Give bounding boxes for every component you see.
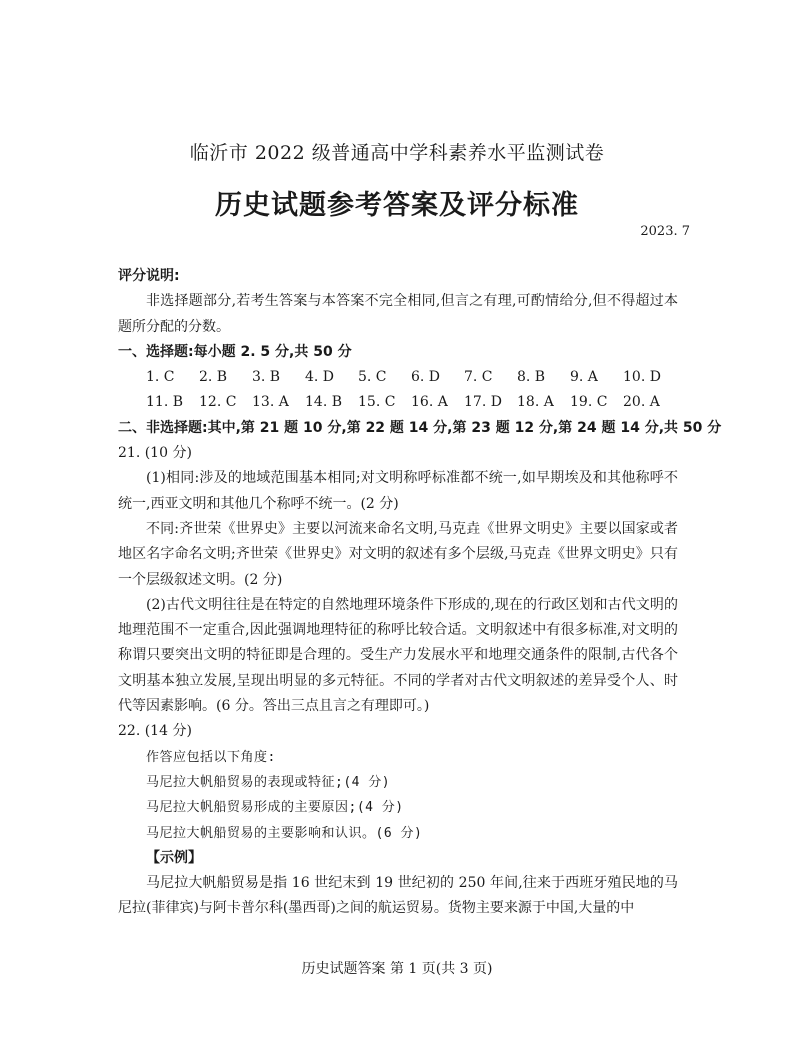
mc-answer: 20. A <box>623 394 660 411</box>
mc-answer: 2. B <box>199 369 228 386</box>
scoring-note-label: 评分说明: <box>118 268 180 284</box>
mc-answer: 10. D <box>623 369 661 386</box>
q21-part1-answer: (1)相同:涉及的地域范围基本相同;对文明称呼标准都不统一,如早期埃及和其他称呼不统一,西亚文明和其他几个称呼不统一。(2 分) <box>118 470 678 512</box>
mc-answer: 4. D <box>305 369 335 386</box>
mc-answer: 17. D <box>464 394 502 411</box>
mc-answers-row-2 <box>118 390 678 415</box>
mc-answer: 15. C <box>358 394 396 411</box>
mc-answers-row-1 <box>118 365 678 390</box>
q22-point: 马尼拉大帆船贸易的表现或特征;(4 分) <box>146 774 391 790</box>
q22-intro: 作答应包括以下角度: <box>146 749 276 765</box>
mc-answer: 9. A <box>570 369 598 386</box>
exam-subtitle: 临沂市 2022 级普通高中学科素养水平监测试卷 <box>189 142 605 164</box>
mc-answer: 19. C <box>570 394 608 411</box>
mc-answer: 12. C <box>199 394 237 411</box>
mc-answer: 18. A <box>517 394 554 411</box>
scoring-note-text: 非选择题部分,若考生答案与本答案不完全相同,但言之有理,可酌情给分,但不得超过本题所分配的分数。 <box>118 293 678 335</box>
mc-answer: 7. C <box>464 369 493 386</box>
section1-heading: 一、选择题:每小题 2. 5 分,共 50 分 <box>118 343 352 360</box>
section2-heading: 二、非选择题:其中,第 21 题 10 分,第 22 题 14 分,第 23 题 12 分,第 24 题 14 分,共 50 分 <box>118 419 722 436</box>
q22-point: 马尼拉大帆船贸易的主要影响和认识。(6 分) <box>146 825 423 841</box>
answer-content <box>118 264 722 922</box>
q21-part1-difference: 不同:齐世荣《世界史》主要以河流来命名文明,马克垚《世界文明史》主要以国家或者地区名字命名文明;齐世荣《世界史》对文明的叙述有多个层级,马克垚《世界文明史》只有一个层级叙述文明。(2 分) <box>118 520 678 588</box>
q22-example-text: 马尼拉大帆船贸易是指 16 世纪末到 19 世纪初的 250 年间,往来于西班牙殖民地的马尼拉(菲律宾)与阿卡普尔科(墨西哥)之间的航运贸易。货物主要来源于中国,大量的中 <box>118 875 678 917</box>
q22-point: 马尼拉大帆船贸易形成的主要原因;(4 分) <box>146 800 404 816</box>
exam-date: 2023. 7 <box>640 224 690 239</box>
mc-answer: 1. C <box>146 369 175 386</box>
page-footer: 历史试题答案 第 1 页(共 3 页) <box>301 961 493 977</box>
mc-answer: 5. C <box>358 369 387 386</box>
mc-answer: 14. B <box>305 394 343 411</box>
q21-label: 21. (10 分) <box>118 445 192 462</box>
q21-part2-answer: (2)古代文明往往是在特定的自然地理环境条件下形成的,现在的行政区划和古代文明的地理范围不一定重合,因此强调地理特征的称呼比较合适。文明叙述中有很多标准,对文明的称谓只要突出文明的特征即是合理的。受生产力发展水平和地理交通条件的限制,古代各个文明基本独立发展,呈现出明显的多元特征。不同的学者对古代文明叙述的差异受个人、时代等因素影响。(6 分。答出三点且言之有理即可。) <box>118 596 678 715</box>
q22-example-label: 【示例】 <box>146 849 202 866</box>
mc-answer: 13. A <box>252 394 289 411</box>
mc-answer: 11. B <box>146 394 184 411</box>
mc-answer: 6. D <box>411 369 441 386</box>
mc-answer: 3. B <box>252 369 281 386</box>
mc-answer: 16. A <box>411 394 448 411</box>
page-title: 历史试题参考答案及评分标准 <box>215 190 579 221</box>
q22-label: 22. (14 分) <box>118 723 192 740</box>
mc-answer: 8. B <box>517 369 546 386</box>
